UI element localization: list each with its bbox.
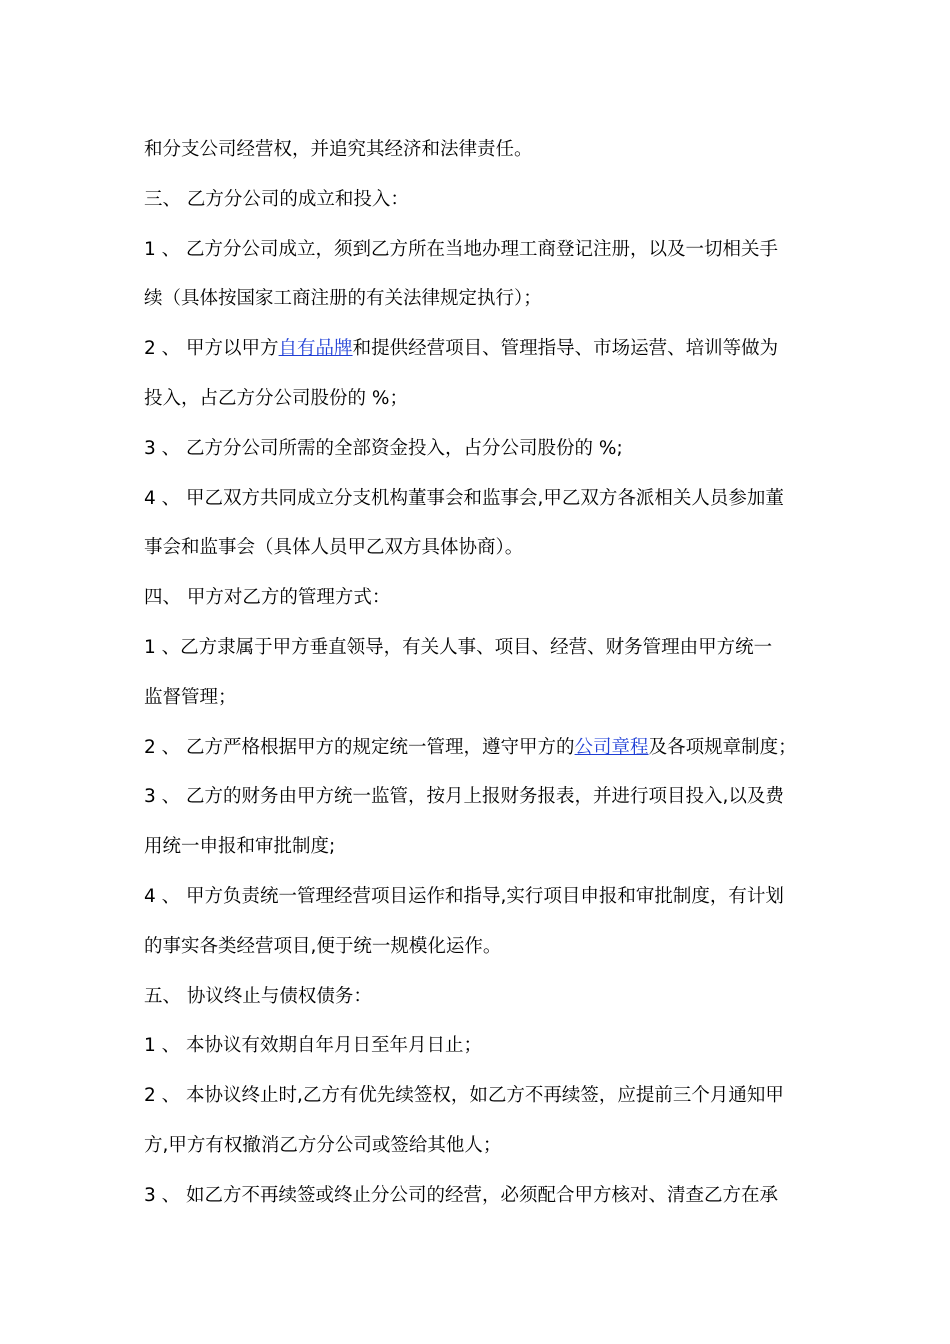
text-segment: 4 、 甲方负责统一管理经营项目运作和指导,实行项目申报和审批制度，有计划 bbox=[144, 885, 784, 907]
text-line bbox=[144, 731, 812, 781]
text-line bbox=[144, 133, 812, 183]
text-segment: 续（具体按国家工商注册的有关法律规定执行）； bbox=[144, 288, 542, 310]
text-line bbox=[144, 482, 812, 532]
text-line bbox=[144, 1129, 812, 1179]
text-segment: 三、 乙方分公司的成立和投入： bbox=[144, 188, 409, 210]
text-segment: 四、 甲方对乙方的管理方式： bbox=[144, 587, 391, 609]
text-segment: 3 、 如乙方不再续签或终止分公司的经营，必须配合甲方核对、清查乙方在承 bbox=[144, 1184, 779, 1206]
text-line bbox=[144, 980, 812, 1030]
text-segment: 投入，占乙方分公司股份的 %； bbox=[144, 387, 408, 409]
text-segment: 和分支公司经营权，并追究其经济和法律责任。 bbox=[144, 139, 533, 160]
text-line bbox=[144, 432, 812, 482]
inline-link[interactable]: 公司章程 bbox=[574, 736, 649, 758]
text-segment: 监督管理； bbox=[144, 686, 237, 708]
text-line bbox=[144, 1029, 812, 1079]
text-segment: 方,甲方有权撤消乙方分公司或签给其他人； bbox=[144, 1134, 502, 1156]
text-line bbox=[144, 1079, 812, 1129]
text-line bbox=[144, 780, 812, 830]
text-segment: 五、 协议终止与债权债务： bbox=[144, 985, 372, 1007]
text-line bbox=[144, 382, 812, 432]
text-line bbox=[144, 282, 812, 332]
text-line bbox=[144, 830, 812, 880]
text-segment: 3 、 乙方的财务由甲方统一监管，按月上报财务报表，并进行项目投入,以及费 bbox=[144, 786, 784, 808]
text-segment: 4 、 甲乙双方共同成立分支机构董事会和监事会,甲乙双方各派相关人员参加董 bbox=[144, 487, 784, 509]
text-line bbox=[144, 930, 812, 980]
text-segment: 1 、 本协议有效期自年月日至年月日止； bbox=[144, 1035, 483, 1057]
text-line bbox=[144, 880, 812, 930]
text-segment: 3 、 乙方分公司所需的全部资金投入，占分公司股份的 %; bbox=[144, 437, 623, 459]
text-segment: 事会和监事会（具体人员甲乙双方具体协商）。 bbox=[144, 537, 524, 559]
text-line bbox=[144, 332, 812, 382]
text-segment: 及各项规章制度； bbox=[648, 736, 797, 758]
document-body bbox=[144, 133, 812, 1229]
text-line bbox=[144, 631, 812, 681]
text-line bbox=[144, 1179, 812, 1229]
text-segment: 的事实各类经营项目,便于统一规模化运作。 bbox=[144, 935, 502, 957]
text-segment: 2 、 乙方严格根据甲方的规定统一管理，遵守甲方的 bbox=[144, 736, 575, 758]
text-segment: 1 、乙方隶属于甲方垂直领导，有关人事、项目、经营、财务管理由甲方统一 bbox=[144, 636, 773, 658]
text-segment: 2 、 本协议终止时,乙方有优先续签权，如乙方不再续签，应提前三个月通知甲 bbox=[144, 1085, 784, 1107]
text-segment: 2 、 甲方以甲方 bbox=[144, 338, 279, 360]
text-segment: 用统一申报和审批制度; bbox=[144, 836, 336, 858]
text-line bbox=[144, 531, 812, 581]
text-line bbox=[144, 581, 812, 631]
text-segment: 和提供经营项目、管理指导、市场运营、培训等做为 bbox=[352, 338, 779, 360]
text-line bbox=[144, 233, 812, 283]
inline-link[interactable]: 自有品牌 bbox=[278, 338, 353, 360]
text-line bbox=[144, 183, 812, 233]
text-segment: 1 、 乙方分公司成立，须到乙方所在当地办理工商登记注册，以及一切相关手 bbox=[144, 238, 779, 260]
text-line bbox=[144, 681, 812, 731]
